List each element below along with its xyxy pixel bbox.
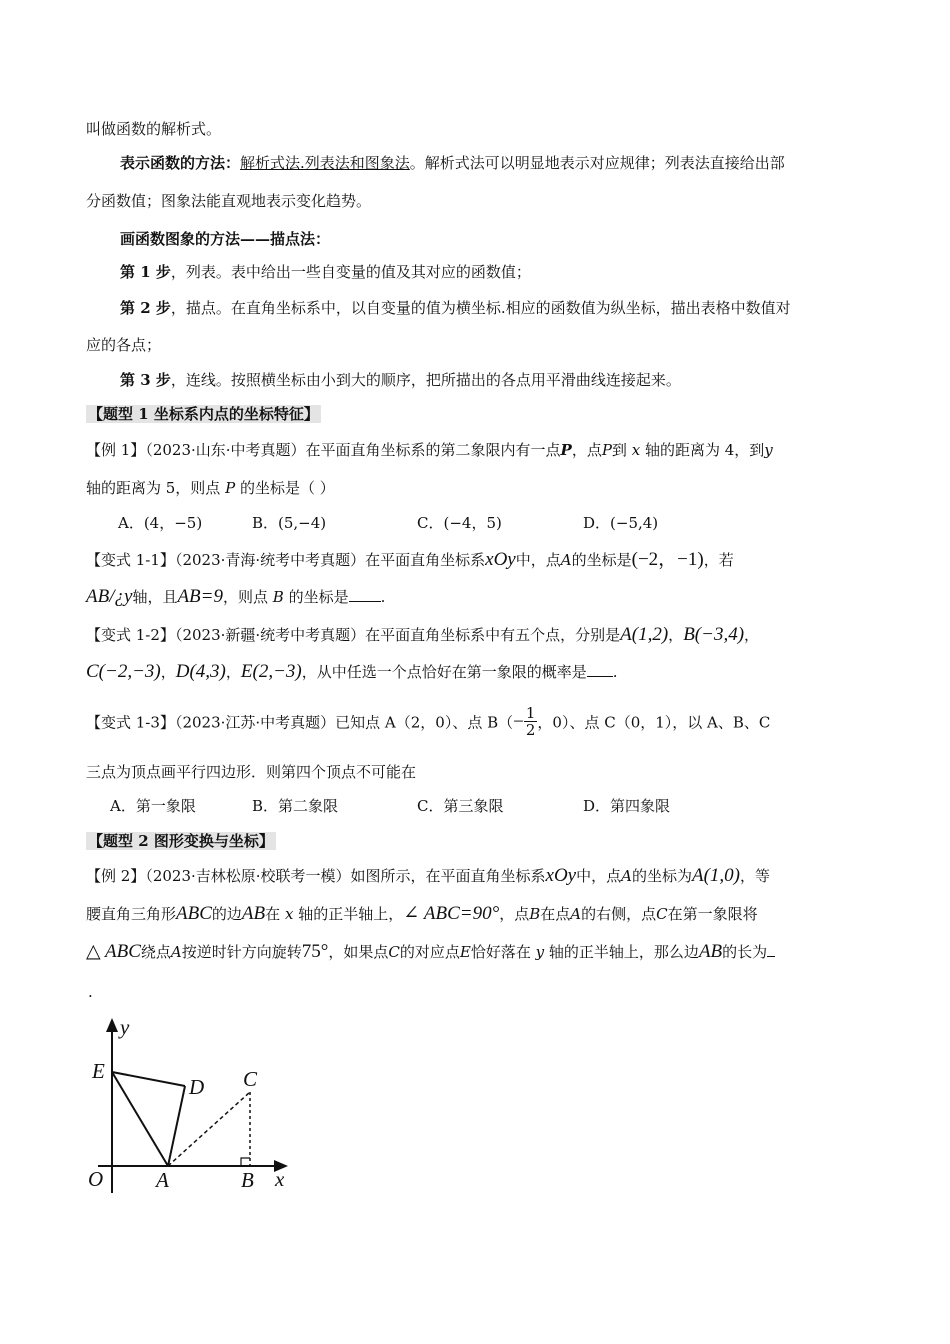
step-3-label: 第 3 步 bbox=[120, 371, 171, 389]
variant-1-3-text-a: （2023·江苏·中考真题）已知点 A（2，0）、点 B（ bbox=[174, 713, 514, 732]
example-1-text-a: （2023·山东·中考真题）在平面直角坐标系的第二象限内有一点 bbox=[145, 441, 561, 459]
step-2-cont: 应的各点； bbox=[86, 336, 162, 354]
ex2-l2-c: 在 bbox=[265, 905, 281, 923]
methods-underlined: 解析式法.列表法和图象法 bbox=[240, 154, 410, 172]
ex2-l2-g: 的右侧，点 bbox=[581, 905, 657, 923]
ex2-l2-d: 轴的正半轴上， bbox=[298, 905, 404, 923]
example-1-option-c: C．(−4，5) bbox=[417, 514, 502, 532]
period: . bbox=[380, 588, 386, 606]
ex2-l2-b: 的边 bbox=[211, 905, 242, 923]
sep: ， bbox=[668, 626, 684, 644]
intro-line-3: 分函数值；图象法能直观地表示变化趋势。 bbox=[86, 192, 372, 210]
ex2-l3-f: 轴的正半轴上，那么边 bbox=[548, 943, 699, 961]
ex2-l3-e: 恰好落在 bbox=[470, 943, 531, 961]
variant-1-1-line-2-d: ，则点 bbox=[223, 588, 269, 606]
coord-a: A(1,0) bbox=[692, 865, 741, 886]
variant-1-1-tag: 【变式 1-1】 bbox=[86, 551, 175, 569]
minus-sign: − bbox=[513, 711, 524, 733]
point-p-3: P bbox=[225, 479, 236, 497]
example-2-text-a: （2023·吉林松原·校联考一模）如图所示，在平面直角坐标系 bbox=[145, 867, 546, 885]
ab-equals-9: AB=9 bbox=[177, 586, 223, 607]
sep: ， bbox=[160, 663, 176, 681]
variant-1-3-option-c: C．第三象限 bbox=[417, 797, 504, 815]
example-1-option-a: A．(4，−5) bbox=[118, 514, 203, 532]
point-c-2: C bbox=[388, 943, 400, 961]
ex2-l2-f: 在点 bbox=[540, 905, 571, 923]
point-a-2: A bbox=[570, 905, 582, 923]
ex2-l3-g: 的长为 bbox=[722, 943, 768, 961]
ex2-l3-b: 按逆时针方向旋转 bbox=[181, 943, 302, 961]
variant-1-2-line-1 bbox=[86, 625, 759, 645]
variant-1-1-text-c: 的坐标是 bbox=[571, 551, 632, 569]
example-2-line-3 bbox=[86, 942, 775, 962]
variant-1-3-option-d: D．第四象限 bbox=[583, 797, 671, 815]
fraction-numerator: 1 bbox=[525, 704, 536, 722]
label-b: B bbox=[241, 1168, 254, 1192]
point-c-coord: C(−2,−3) bbox=[86, 661, 161, 682]
point-p-2: P bbox=[601, 441, 612, 459]
example-2-text-b: 中，点 bbox=[576, 867, 622, 885]
coord-a: (−2，−1) bbox=[631, 549, 704, 570]
example-2-end: . bbox=[88, 983, 93, 1001]
step-1-label: 第 1 步 bbox=[120, 263, 171, 281]
variant-1-1-line-2-b: 轴，且 bbox=[132, 588, 178, 606]
xoy-symbol: xOy bbox=[545, 865, 577, 886]
variant-1-2-tag: 【变式 1-2】 bbox=[86, 626, 175, 644]
section-2-title-text: 【题型 2 图形变换与坐标】 bbox=[88, 832, 274, 850]
step-1-text: ，列表。表中给出一些自变量的值及其对应的函数值； bbox=[170, 263, 531, 281]
segment-ea bbox=[112, 1072, 168, 1166]
variant-1-1-line-2-e: 的坐标是 bbox=[288, 588, 349, 606]
ex2-l3-d: 的对应点 bbox=[399, 943, 460, 961]
label-x: x bbox=[275, 1167, 285, 1191]
y-var: y bbox=[764, 441, 773, 459]
methods-label: 表示函数的方法： bbox=[120, 154, 241, 172]
variant-1-1-text-a: （2023·青海·统考中考真题）在平面直角坐标系 bbox=[174, 551, 486, 569]
step-2 bbox=[120, 298, 791, 318]
example-2-tag: 【例 2】 bbox=[86, 867, 146, 885]
sep: ， bbox=[225, 663, 241, 681]
answer-blank bbox=[587, 662, 613, 677]
example-1-line-2-b: 的坐标是（ ） bbox=[239, 479, 335, 497]
point-e: E bbox=[459, 943, 471, 961]
x-var: x bbox=[284, 905, 294, 923]
ex2-l2-e: ，点 bbox=[499, 905, 530, 923]
point-e-coord: E(2,−3) bbox=[240, 661, 302, 682]
variant-1-3-line-1 bbox=[86, 704, 771, 740]
answer-blank bbox=[349, 587, 381, 602]
right-angle-icon bbox=[241, 1158, 250, 1166]
angle-abc: ∠ ABC=90° bbox=[403, 903, 500, 924]
step-1 bbox=[120, 262, 531, 282]
label-y: y bbox=[120, 1015, 130, 1039]
example-1-option-b: B．(5,−4) bbox=[252, 514, 327, 532]
label-e: E bbox=[92, 1059, 105, 1083]
x-var: x bbox=[631, 441, 641, 459]
variant-1-1-text-d: ，若 bbox=[703, 551, 734, 569]
variant-1-2-text-2: ，从中任选一个点恰好在第一象限的概率是 bbox=[301, 663, 587, 681]
y-var: y bbox=[535, 943, 545, 961]
variant-1-1-line-1 bbox=[86, 550, 734, 570]
point-b-coord: B(−3,4) bbox=[683, 624, 745, 645]
intro-line-1: 叫做函数的解析式。 bbox=[86, 120, 222, 138]
example-2-text-c: 的坐标为 bbox=[631, 867, 692, 885]
variant-1-1-text-b: 中，点 bbox=[515, 551, 561, 569]
point-a: A bbox=[621, 867, 632, 885]
variant-1-2-line-2 bbox=[86, 662, 618, 682]
section-1-title bbox=[86, 404, 321, 424]
ab-parallel-y: AB/¿y bbox=[86, 586, 133, 607]
answer-blank bbox=[767, 942, 775, 957]
triangle-symbol: △ ABC bbox=[86, 941, 141, 962]
variant-1-3-tag: 【变式 1-3】 bbox=[86, 713, 175, 732]
plot-heading: 画函数图象的方法——描点法： bbox=[120, 230, 331, 248]
variant-1-3-option-b: B．第二象限 bbox=[252, 797, 339, 815]
rotation-figure bbox=[80, 1010, 310, 1210]
example-1-text-d: 轴的距离为 4，到 bbox=[644, 441, 765, 459]
point-a: A bbox=[560, 551, 572, 569]
example-2-line-1 bbox=[86, 866, 770, 886]
example-2-text-d: ，等 bbox=[740, 867, 771, 885]
example-1-line-2 bbox=[86, 478, 335, 498]
ex2-l2-h: 在第一象限将 bbox=[667, 905, 758, 923]
period: . bbox=[612, 663, 618, 681]
variant-1-3-option-a: A．第一象限 bbox=[110, 797, 196, 815]
segment-ac bbox=[168, 1092, 250, 1166]
side-ab-2: AB bbox=[698, 941, 723, 962]
example-1-tag: 【例 1】 bbox=[86, 441, 146, 459]
step-3 bbox=[120, 370, 681, 390]
variant-1-2-text: （2023·新疆·统考中考真题）在平面直角坐标系中有五个点，分别是 bbox=[174, 626, 621, 644]
ex2-l3-c: ，如果点 bbox=[328, 943, 389, 961]
example-1-text-c: 到 bbox=[611, 441, 627, 459]
point-b: B bbox=[529, 905, 541, 923]
label-a: A bbox=[156, 1168, 169, 1192]
step-2-label: 第 2 步 bbox=[120, 299, 171, 317]
variant-1-1-line-2 bbox=[86, 587, 385, 607]
example-1-option-d: D．(−5,4) bbox=[583, 514, 659, 532]
side-ab: AB bbox=[241, 903, 266, 924]
methods-line bbox=[120, 153, 785, 173]
point-a-3: A bbox=[170, 943, 182, 961]
sep: ， bbox=[744, 626, 760, 644]
step-3-text: ，连线。按照横坐标由小到大的顺序，把所描出的各点用平滑曲线连接起来。 bbox=[170, 371, 681, 389]
ex2-l3-a: 绕点 bbox=[140, 943, 171, 961]
fraction-one-half bbox=[524, 705, 538, 738]
example-1-text-b: ，点 bbox=[571, 441, 602, 459]
variant-1-3-line-2: 三点为顶点画平行四边形．则第四个顶点不可能在 bbox=[86, 763, 417, 781]
y-axis-arrow-icon bbox=[106, 1018, 118, 1032]
segment-ed bbox=[112, 1072, 185, 1086]
point-a-coord: A(1,2) bbox=[620, 624, 669, 645]
point-b: B bbox=[272, 588, 284, 606]
rotation-degree: 75° bbox=[301, 941, 329, 962]
section-1-title-text: 【题型 1 坐标系内点的坐标特征】 bbox=[88, 405, 319, 423]
fraction-denominator: 2 bbox=[525, 721, 536, 739]
point-d-coord: D(4,3) bbox=[175, 661, 226, 682]
label-d: D bbox=[189, 1075, 205, 1099]
ex2-l2-a: 腰直角三角形 bbox=[86, 905, 177, 923]
xoy-symbol: xOy bbox=[485, 549, 516, 570]
label-c: C bbox=[243, 1067, 258, 1091]
example-1-line-1 bbox=[86, 440, 773, 460]
point-c: C bbox=[656, 905, 668, 923]
triangle-abc: ABC bbox=[176, 903, 212, 924]
variant-1-3-text-b: ，0）、点 C（0，1），以 A、B、C bbox=[537, 713, 771, 732]
methods-rest: 。解析式法可以明显地表示对应规律；列表法直接给出部 bbox=[409, 154, 785, 172]
step-2-text: ，描点。在直角坐标系中，以自变量的值为横坐标.相应的函数值为纵坐标，描出表格中数值对 bbox=[170, 299, 791, 317]
example-1-line-2-a: 轴的距离为 5，则点 bbox=[86, 479, 221, 497]
label-o: O bbox=[88, 1167, 104, 1191]
section-2-title bbox=[86, 831, 276, 851]
example-2-line-2 bbox=[86, 904, 758, 924]
point-p: P bbox=[560, 441, 572, 459]
segment-da bbox=[168, 1086, 185, 1166]
